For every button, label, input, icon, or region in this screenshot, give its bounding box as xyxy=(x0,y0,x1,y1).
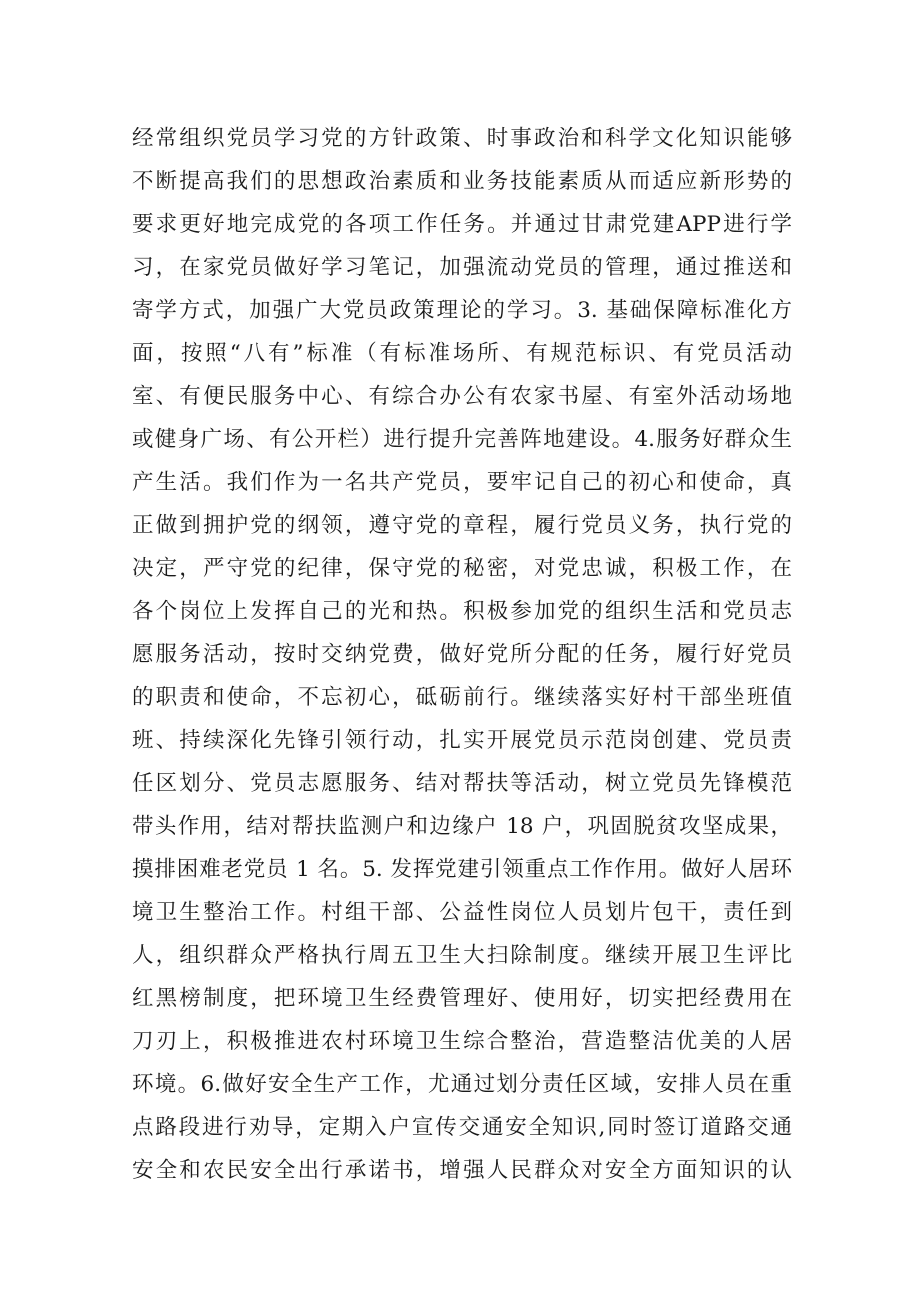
text-line: 班、持续深化先锋引领行动，扎实开展党员示范岗创建、党员责 xyxy=(132,728,792,753)
text-line: 的职责和使命，不忘初心，砥砺前行。继续落实好村干部坐班值 xyxy=(132,685,792,710)
text-line: 摸排困难老党员 1 名。5. 发挥党建引领重点工作作用。做好人居环 xyxy=(132,857,792,882)
text-line: 人，组织群众严格执行周五卫生大扫除制度。继续开展卫生评比 xyxy=(132,943,792,968)
text-line: 任区划分、党员志愿服务、结对帮扶等活动，树立党员先锋模范 xyxy=(132,771,792,796)
text-line: 点路段进行劝导，定期入户宣传交通安全知识,同时签订道路交通 xyxy=(132,1115,792,1140)
text-line: 愿服务活动，按时交纳党费，做好党所分配的任务，履行好党员 xyxy=(132,642,792,667)
text-line: 带头作用，结对帮扶监测户和边缘户 18 户，巩固脱贫攻坚成果， xyxy=(132,814,792,839)
text-line: 安全和农民安全出行承诺书，增强人民群众对安全方面知识的认 xyxy=(132,1158,792,1183)
text-line: 室、有便民服务中心、有综合办公有农家书屋、有室外活动场地 xyxy=(132,384,792,409)
text-line: 红黑榜制度，把环境卫生经费管理好、使用好，切实把经费用在 xyxy=(132,986,792,1011)
text-line: 刀刃上，积极推进农村环境卫生综合整治，营造整洁优美的人居 xyxy=(132,1029,792,1054)
text-line: 各个岗位上发挥自己的光和热。积极参加党的组织生活和党员志 xyxy=(132,599,792,624)
text-line: 产生活。我们作为一名共产党员，要牢记自己的初心和使命，真 xyxy=(132,470,792,495)
text-line: 决定，严守党的纪律，保守党的秘密，对党忠诚，积极工作，在 xyxy=(132,556,792,581)
text-line: 境卫生整治工作。村组干部、公益性岗位人员划片包干，责任到 xyxy=(132,900,792,925)
text-line: 或健身广场、有公开栏）进行提升完善阵地建设。4.服务好群众生 xyxy=(132,427,792,452)
text-line: 环境。6.做好安全生产工作，尤通过划分责任区域，安排人员在重 xyxy=(132,1072,792,1097)
body-text xyxy=(132,117,792,1192)
text-line: 不断提高我们的思想政治素质和业务技能素质从而适应新形势的 xyxy=(132,169,792,194)
text-line: 面，按照“八有”标准（有标准场所、有规范标识、有党员活动 xyxy=(132,341,792,366)
text-line: 习，在家党员做好学习笔记，加强流动党员的管理，通过推送和 xyxy=(132,255,792,280)
text-line: 要求更好地完成党的各项工作任务。并通过甘肃党建APP进行学 xyxy=(132,212,792,237)
text-line: 正做到拥护党的纲领，遵守党的章程，履行党员义务，执行党的 xyxy=(132,513,792,538)
text-line: 寄学方式，加强广大党员政策理论的学习。3. 基础保障标准化方 xyxy=(132,298,792,323)
text-line: 经常组织党员学习党的方针政策、时事政治和科学文化知识能够 xyxy=(132,126,792,151)
